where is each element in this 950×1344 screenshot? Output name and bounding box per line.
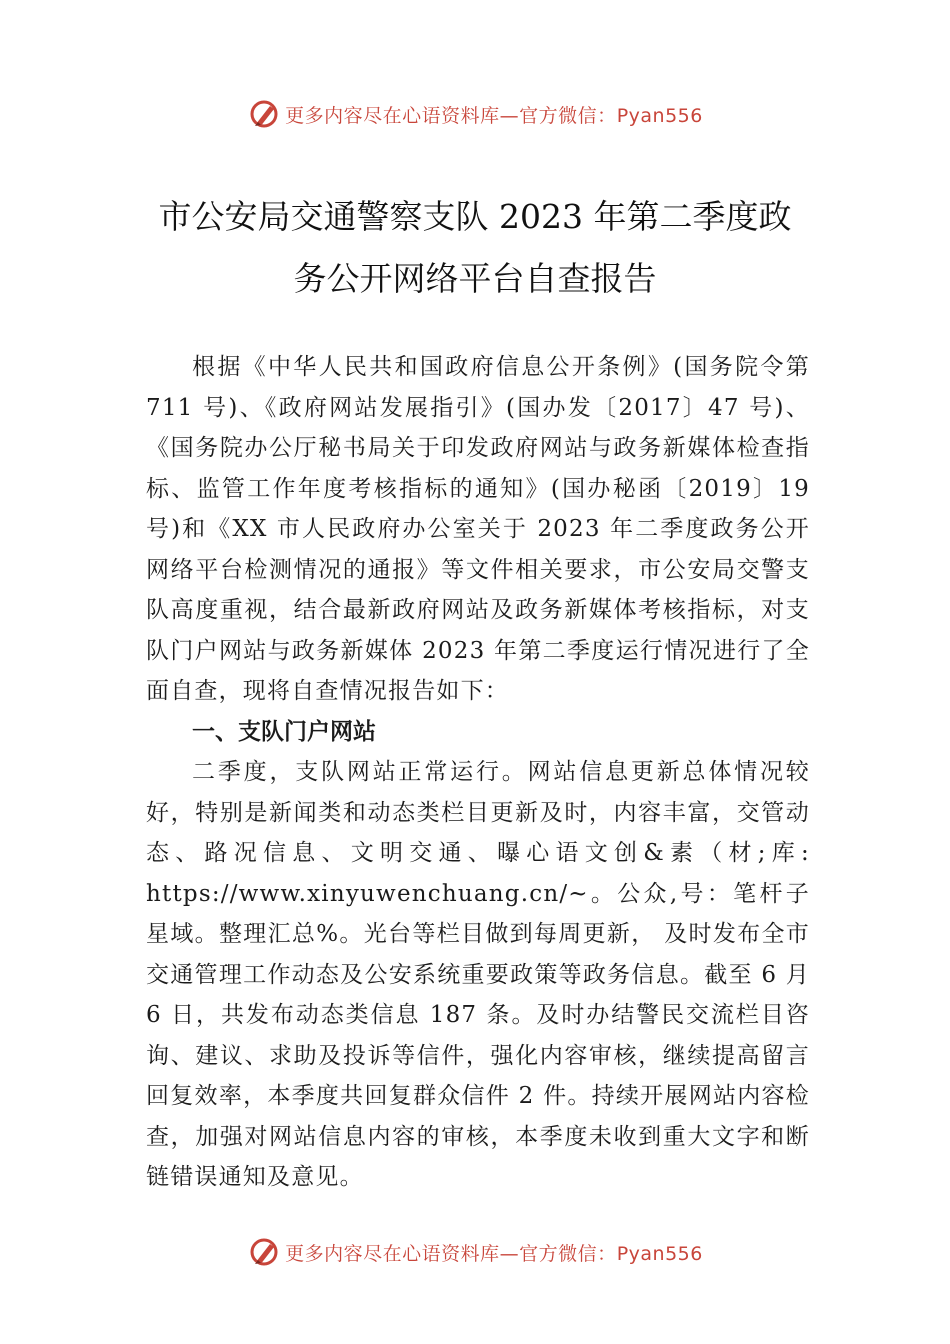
title-line-2: 务公开网络平台自查报告 [293, 259, 657, 298]
banner-text [285, 101, 703, 128]
section-paragraph: 二季度，支队网站正常运行。网站信息更新总体情况较好，特别是新闻类和动态类栏目更新及时，内容丰富，交管动态、路况信息、文明交通、曝心语文创&素（材;库: https://www.xinyuwenchuang.cn/~。公众,号：笔杆子星域。整理汇总%。光台等栏目做到每周更新， 及时发布全市交通管理工作动态及公安系统重要政策等政务信息。截至 6 月 6 日，共发布动态类信息 187 条。及时办结警民交流栏目咨询、建议、求助及投诉等信件，强化内容审核，继续提高留言回复效率，本季度共回复群众信件 2 件。持续开展网站内容检查，加强对网站信息内容的审核，本季度未收到重大文字和断链错误通知及意见。 [146, 759, 810, 1190]
section-heading: 一、支队门户网站 [192, 718, 376, 745]
document-title [0, 186, 950, 310]
pen-logo-icon [247, 97, 281, 131]
banner-text [285, 1239, 703, 1266]
title-line-1: 市公安局交通警察支队 2023 年第二季度政 [158, 197, 792, 236]
banner-wechat-id: Pyan556 [616, 1242, 703, 1265]
footer-banner [0, 1232, 950, 1272]
banner-separator: — [499, 104, 520, 127]
banner-slogan: 更多内容尽在心语资料库 [285, 104, 500, 127]
document-body [146, 347, 810, 1198]
banner-separator: — [499, 1242, 520, 1265]
header-banner [0, 94, 950, 134]
intro-paragraph: 根据《中华人民共和国政府信息公开条例》(国务院令第 711 号)、《政府网站发展指引》(国办发〔2017〕47 号)、《国务院办公厅秘书局关于印发政府网站与政务新媒体检查指 标、监管工作年度考核指标的通知》(国办秘函〔2019〕19 号)和《XX 市人民政府办公室关于 2023 年二季度政务公开网络平台检测情况的通报》等文件相关要求，市公安局交警支队高度重视，结合最新政府网站及政务新媒体考核指标，对支队门户网站与政务新媒体 2023 年第二季度运行情况进行了全面自查，现将自查情况报告如下： [146, 354, 810, 704]
banner-wechat-label: 官方微信： [519, 104, 617, 127]
pen-logo-icon [247, 1235, 281, 1269]
banner-wechat-id: Pyan556 [616, 104, 703, 127]
banner-slogan: 更多内容尽在心语资料库 [285, 1242, 500, 1265]
banner-wechat-label: 官方微信： [519, 1242, 617, 1265]
